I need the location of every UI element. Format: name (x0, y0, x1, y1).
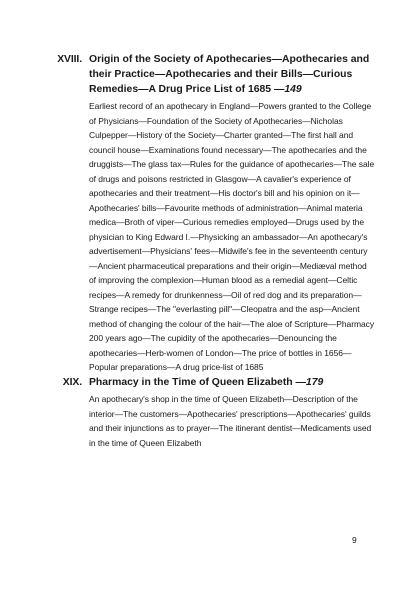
chapter-numeral: XVIII. (57, 54, 82, 65)
chapter-title-text: Pharmacy in the Time of Queen Elizabeth (89, 377, 293, 388)
chapter-title-text: Origin of the Society of Apothecaries—Apothecaries and their Practice—Apothecaries and their Bills—Curious Remedies—A Drug Price List of 1685 (89, 54, 370, 95)
chapter-page-ref: 179 (305, 377, 324, 388)
chapter-content (89, 52, 375, 375)
chapter-summary: An apothecary's shop in the time of Queen Elizabeth—Description of the interior—The customers—Apothecaries' prescriptions—Apothecaries' guilds and their injunctions as to prayer—The itinerant dentist—Medicaments used in the time of Queen Elizabeth (89, 394, 372, 448)
chapter-title-dash: — (292, 377, 306, 388)
chapter-title-dash: — (271, 84, 285, 95)
chapter-numeral: XIX. (62, 377, 82, 388)
page-number: 9 (352, 535, 357, 545)
chapter-content (89, 375, 375, 450)
chapter-page-ref: 149 (284, 84, 302, 95)
chapter-title (89, 52, 375, 97)
chapter-summary: Earliest record of an apothecary in England—Powers granted to the College of Physicians—Foundation of the Society of Apothecaries—Nicholas Culpepper—History of the Society—Charter granted—The first hall and council house—Examinations found necessary—The apothecaries and the druggists—The glass tax—Rules for the guidance of apothecaries—The sale of drugs and poisons restricted in Glasgow—A cavalier's experience of apothecaries and their treatment—His doctor's bill and his opinion on it—Apothecaries' bills—Favourite methods of administration—Animal materia medica—Broth of viper—Curious remedies employed—Drugs used by the physician to King Edward I.—Physicking an ambassador—An apothecary's advertisement—Physicians' fees—Midwife's fee in the seventeenth century—Ancient pharmaceutical preparations and their origin—Mediæval method of improving the complexion—Human blood as a remedial agent—Celtic recipes—A remedy for drunkenness—Oil of red dog and its preparation—Strange recipes—The "everlasting pill"—Cleopatra and the asp—Ancient method of changing the colour of the hair—The aloe of Scripture—Pharmacy 200 years ago—The cupidity of the apothecaries—Denouncing the apothecaries—Herb-women of London—The price of bottles in 1656—Popular preparations—A drug price-list of 1685 (89, 101, 375, 372)
chapter-title (89, 375, 375, 390)
